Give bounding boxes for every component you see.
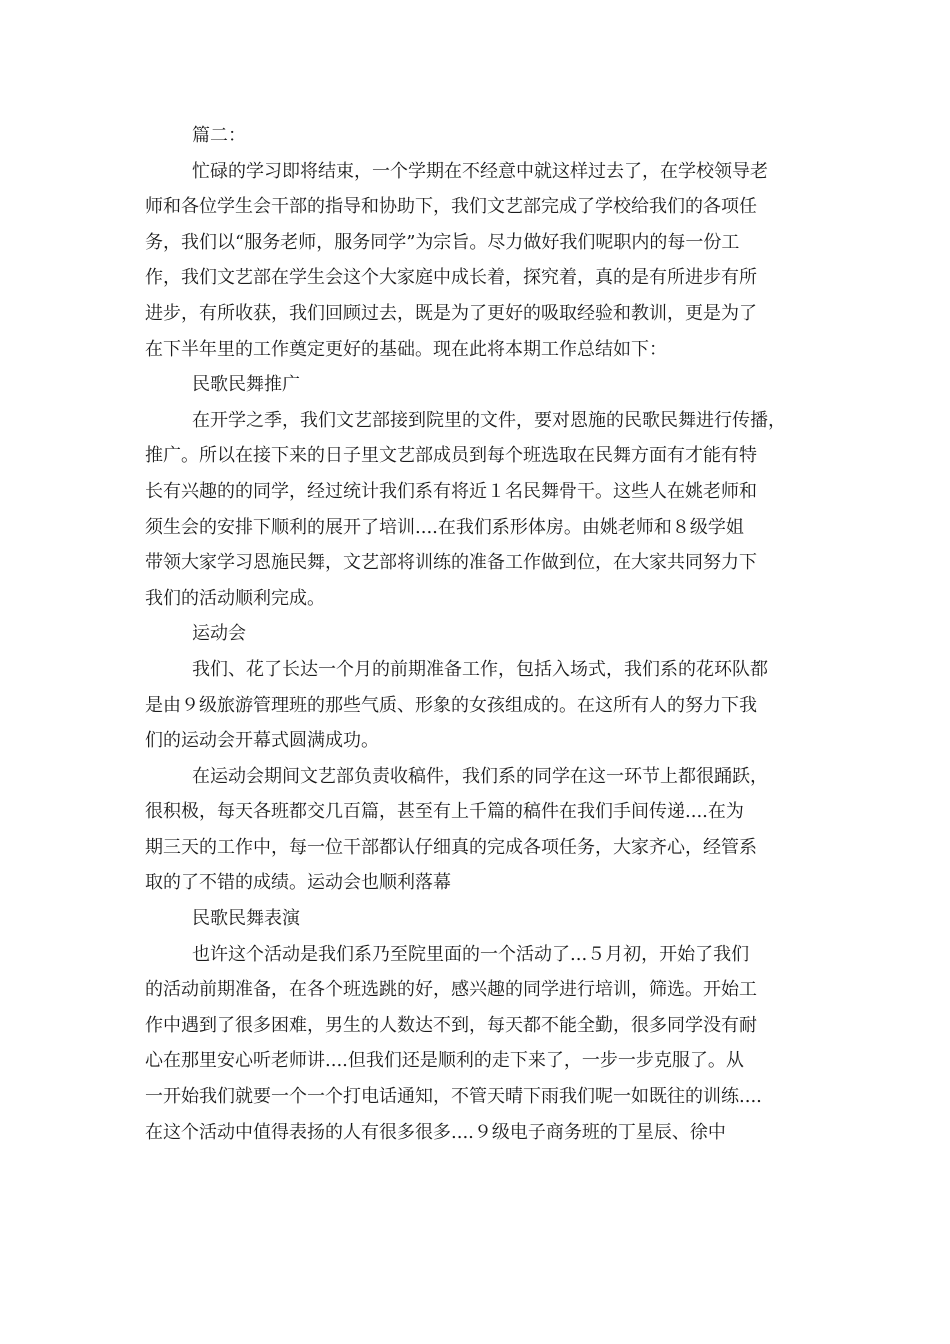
paragraph-line: 期三天的工作中，每一位干部都认仔细真的完成各项任务，大家齐心，经管系 bbox=[145, 836, 757, 858]
subsection-heading: 民歌民舞表演 bbox=[192, 908, 300, 930]
paragraph-line: 我们、花了长达一个月的前期准备工作，包括入场式，我们系的花环队都 bbox=[192, 658, 768, 680]
paragraph-line: 也许这个活动是我们系乃至院里面的一个活动了...５月初，开始了我们 bbox=[192, 943, 750, 965]
paragraph-line: 在这个活动中值得表扬的人有很多很多....９级电子商务班的丁星辰、徐中 bbox=[145, 1121, 726, 1143]
paragraph-line: 带领大家学习恩施民舞，文艺部将训练的准备工作做到位，在大家共同努力下 bbox=[145, 552, 757, 574]
paragraph-line: 们的运动会开幕式圆满成功。 bbox=[145, 730, 379, 752]
paragraph-line: 忙碌的学习即将结束，一个学期在不经意中就这样过去了，在学校领导老 bbox=[192, 160, 768, 182]
paragraph-line: 作，我们文艺部在学生会这个大家庭中成长着，探究着，真的是有所进步有所 bbox=[145, 267, 757, 289]
paragraph-line: 很积极，每天各班都交几百篇，甚至有上千篇的稿件在我们手间传递....在为 bbox=[145, 801, 744, 823]
paragraph-line: 务，我们以“服务老师，服务同学”为宗旨。尽力做好我们呢职内的每一份工 bbox=[145, 231, 740, 253]
paragraph-line: 长有兴趣的的同学，经过统计我们系有将近１名民舞骨干。这些人在姚老师和 bbox=[145, 480, 757, 502]
paragraph-line: 进步，有所收获，我们回顾过去，既是为了更好的吸取经验和教训，更是为了 bbox=[145, 302, 757, 324]
paragraph-line: 师和各位学生会干部的指导和协助下，我们文艺部完成了学校给我们的各项任 bbox=[145, 196, 757, 218]
paragraph-line: 取的了不错的成绩。运动会也顺利落幕 bbox=[145, 872, 451, 894]
section-heading: 篇二： bbox=[192, 125, 246, 146]
paragraph-line: 推广。所以在接下来的日子里文艺部成员到每个班选取在民舞方面有才能有特 bbox=[145, 445, 757, 467]
paragraph-line: 是由９级旅游管理班的那些气质、形象的女孩组成的。在这所有人的努力下我 bbox=[145, 694, 757, 716]
document-body bbox=[145, 118, 811, 1150]
paragraph-line: 心在那里安心听老师讲....但我们还是顺利的走下来了，一步一步克服了。从 bbox=[145, 1050, 744, 1072]
paragraph-line: 须生会的安排下顺利的展开了培训....在我们系形体房。由姚老师和８级学姐 bbox=[145, 516, 744, 538]
paragraph-line: 作中遇到了很多困难，男生的人数达不到，每天都不能全勤，很多同学没有耐 bbox=[145, 1014, 757, 1036]
paragraph-line: 我们的活动顺利完成。 bbox=[145, 587, 325, 609]
paragraph-line: 的活动前期准备，在各个班选跳的好，感兴趣的同学进行培训，筛选。开始工 bbox=[145, 979, 757, 1001]
paragraph-line: 在运动会期间文艺部负责收稿件，我们系的同学在这一环节上都很踊跃， bbox=[192, 765, 768, 787]
subsection-heading: 民歌民舞推广 bbox=[192, 374, 300, 396]
paragraph-line: 在开学之季，我们文艺部接到院里的文件，要对恩施的民歌民舞进行传播， bbox=[192, 409, 786, 431]
subsection-heading: 运动会 bbox=[192, 623, 246, 645]
paragraph-line: 在下半年里的工作奠定更好的基础。现在此将本期工作总结如下： bbox=[145, 338, 667, 360]
paragraph-line: 一开始我们就要一个一个打电话通知，不管天晴下雨我们呢一如既往的训练.... bbox=[145, 1086, 762, 1108]
